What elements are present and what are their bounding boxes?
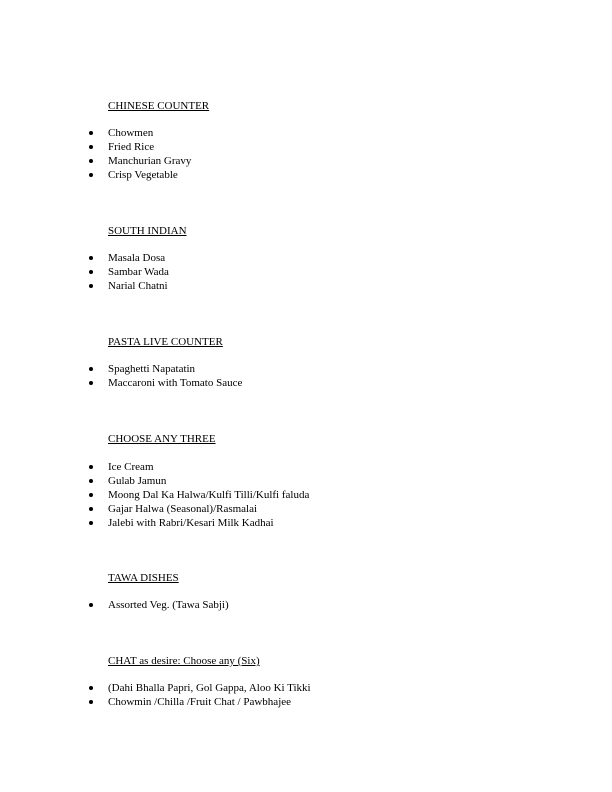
bullet-icon xyxy=(89,465,93,469)
item-text: Manchurian Gravy xyxy=(108,155,192,167)
list-item xyxy=(0,488,612,502)
list-item xyxy=(0,126,612,140)
section-heading: CHOOSE ANY THREE xyxy=(108,433,216,445)
list-item xyxy=(0,460,612,474)
item-text: Spaghetti Napatatin xyxy=(108,363,196,375)
item-list xyxy=(0,251,612,293)
item-text: Assorted Veg. (Tawa Sabji) xyxy=(108,599,229,611)
list-item xyxy=(0,474,612,488)
bullet-icon xyxy=(89,270,93,274)
section-heading: CHAT as desire: Choose any (Six) xyxy=(108,655,260,667)
item-text: Fried Rice xyxy=(108,141,155,153)
section-heading: PASTA LIVE COUNTER xyxy=(108,336,223,348)
list-item xyxy=(0,251,612,265)
bullet-icon xyxy=(89,159,93,163)
item-list xyxy=(0,460,612,530)
list-item xyxy=(0,502,612,516)
item-text: Maccaroni with Tomato Sauce xyxy=(108,377,243,389)
bullet-icon xyxy=(89,603,93,607)
list-item xyxy=(0,695,612,709)
bullet-icon xyxy=(89,507,93,511)
item-text: Masala Dosa xyxy=(108,252,166,264)
list-item xyxy=(0,140,612,154)
item-text: Ice Cream xyxy=(108,461,154,473)
bullet-icon xyxy=(89,284,93,288)
item-text: Chowmin /Chilla /Fruit Chat / Pawbhajee xyxy=(108,696,292,708)
bullet-icon xyxy=(89,145,93,149)
bullet-icon xyxy=(89,700,93,704)
bullet-icon xyxy=(89,381,93,385)
list-item xyxy=(0,681,612,695)
item-text: Chowmen xyxy=(108,127,154,139)
item-list xyxy=(0,681,612,709)
item-text: Crisp Vegetable xyxy=(108,169,178,181)
bullet-icon xyxy=(89,493,93,497)
item-text: Jalebi with Rabri/Kesari Milk Kadhai xyxy=(108,517,274,529)
item-text: Narial Chatni xyxy=(108,280,168,292)
list-item xyxy=(0,279,612,293)
item-text: Gulab Jamun xyxy=(108,475,167,487)
item-text: Moong Dal Ka Halwa/Kulfi Tilli/Kulfi faluda xyxy=(108,489,310,501)
bullet-icon xyxy=(89,131,93,135)
list-item xyxy=(0,265,612,279)
list-item xyxy=(0,376,612,390)
item-list xyxy=(0,126,612,182)
list-item xyxy=(0,154,612,168)
list-item xyxy=(0,362,612,376)
item-list xyxy=(0,598,612,612)
item-text: Gajar Halwa (Seasonal)/Rasmalai xyxy=(108,503,258,515)
item-text: Sambar Wada xyxy=(108,266,169,278)
bullet-icon xyxy=(89,367,93,371)
section-heading: CHINESE COUNTER xyxy=(108,100,210,112)
bullet-icon xyxy=(89,521,93,525)
bullet-icon xyxy=(89,173,93,177)
list-item xyxy=(0,168,612,182)
section-heading: SOUTH INDIAN xyxy=(108,225,187,237)
bullet-icon xyxy=(89,479,93,483)
list-item xyxy=(0,516,612,530)
bullet-icon xyxy=(89,686,93,690)
section-heading: TAWA DISHES xyxy=(108,572,179,584)
list-item xyxy=(0,598,612,612)
bullet-icon xyxy=(89,256,93,260)
item-text: (Dahi Bhalla Papri, Gol Gappa, Aloo Ki Tikki xyxy=(108,682,311,694)
item-list xyxy=(0,362,612,390)
